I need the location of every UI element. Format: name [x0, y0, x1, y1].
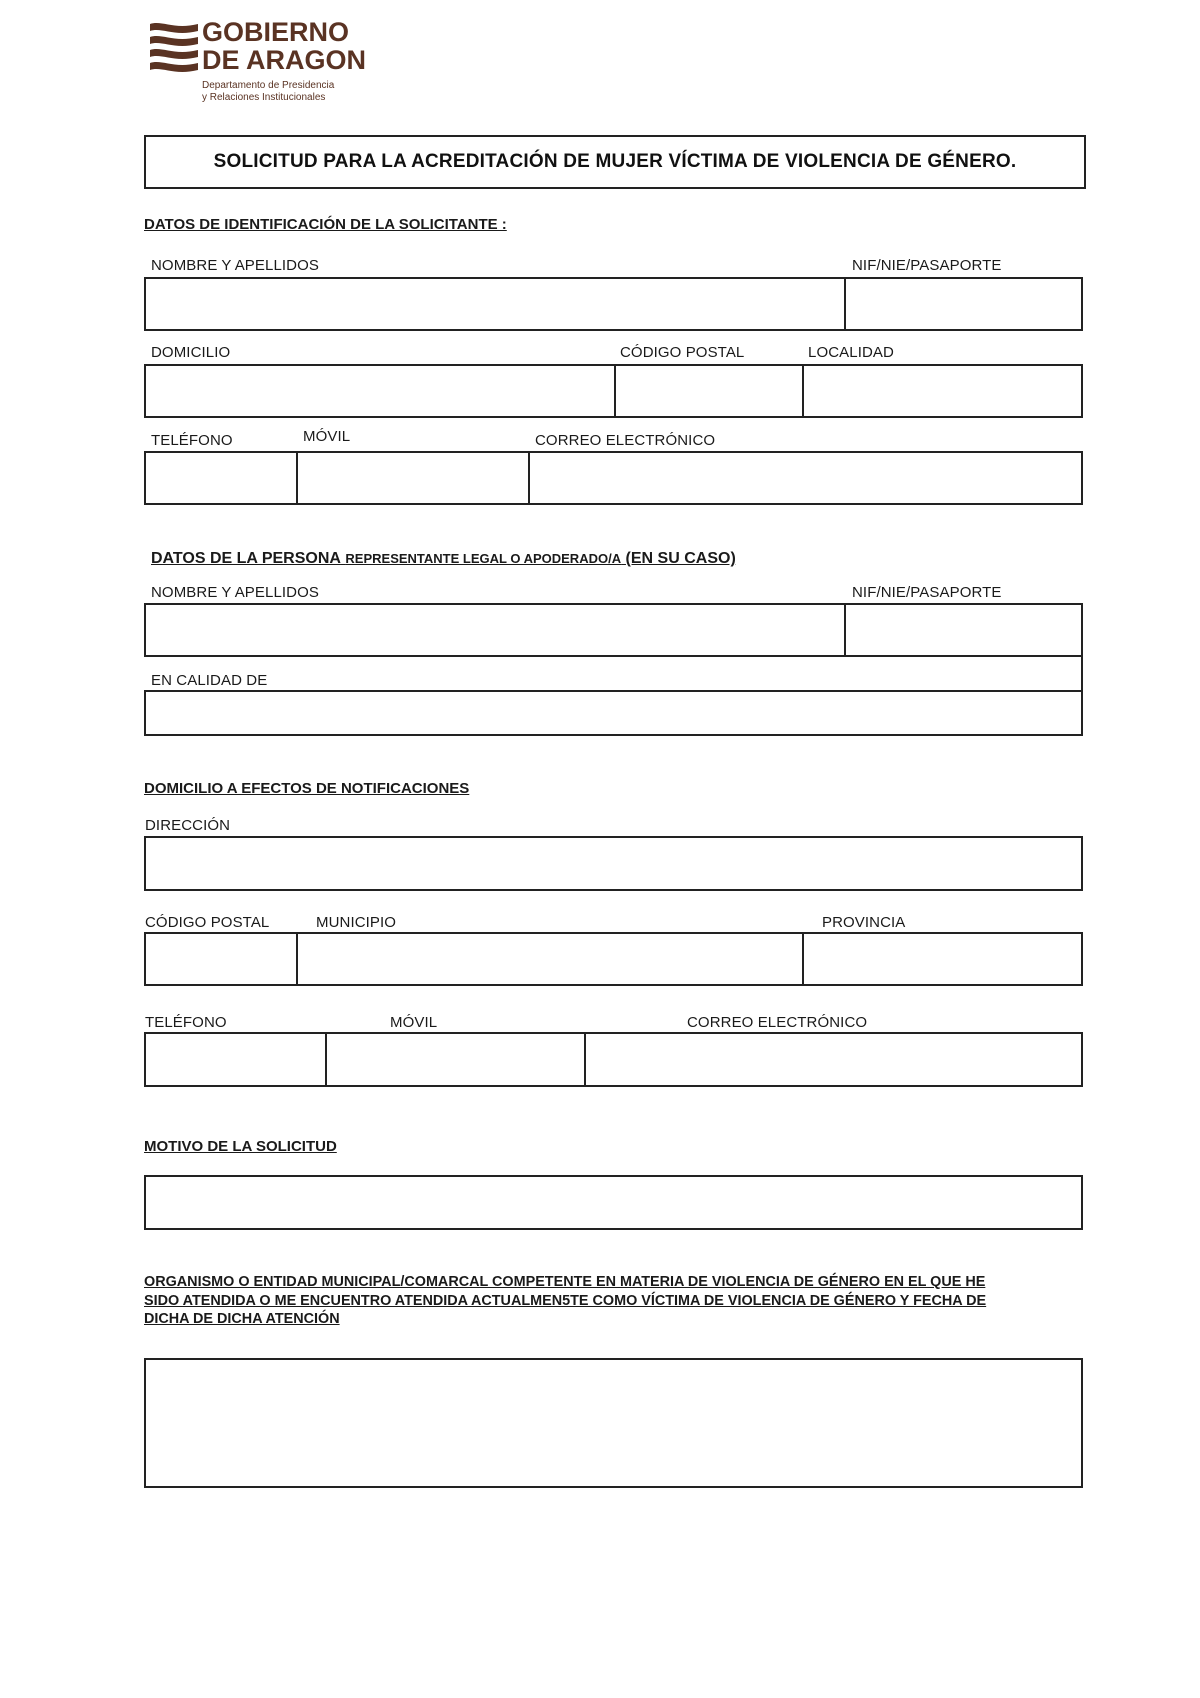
- applicant-nif-input[interactable]: [846, 279, 1081, 329]
- logo-line-1: GOBIERNO: [202, 17, 350, 47]
- organism-row: [144, 1358, 1083, 1488]
- notifications-contact-row: [144, 1032, 1083, 1087]
- capacity-connector-line: [1081, 657, 1083, 691]
- representative-capacity-row: [144, 690, 1083, 736]
- notifications-postal-input[interactable]: [146, 934, 296, 984]
- representative-nif-input[interactable]: [846, 605, 1081, 655]
- organism-textarea[interactable]: [146, 1360, 1081, 1486]
- applicant-mobile-label: MÓVIL: [303, 428, 351, 445]
- notifications-municipality-label: MUNICIPIO: [316, 914, 397, 931]
- representative-capacity-input[interactable]: [146, 692, 1081, 734]
- applicant-name-label: NOMBRE Y APELLIDOS: [151, 257, 319, 274]
- form-title: SOLICITUD PARA LA ACREDITACIÓN DE MUJER VÍCTIMA DE VIOLENCIA DE GÉNERO.: [213, 151, 1017, 172]
- notifications-province-label: PROVINCIA: [822, 914, 906, 931]
- notifications-phone-input[interactable]: [146, 1034, 325, 1085]
- notifications-address-label: DIRECCIÓN: [145, 817, 231, 834]
- applicant-phone-label: TELÉFONO: [151, 432, 233, 449]
- applicant-contact-row: [144, 451, 1083, 505]
- notifications-address-input[interactable]: [146, 838, 1081, 889]
- organism-heading-line-3: DICHA DE DICHA ATENCIÓN: [144, 1311, 340, 1327]
- organism-section-heading: [144, 1273, 1104, 1329]
- notifications-mobile-label: MÓVIL: [390, 1014, 438, 1031]
- applicant-name-input[interactable]: [146, 279, 844, 329]
- notifications-phone-label: TELÉFONO: [145, 1014, 227, 1031]
- notifications-email-label: CORREO ELECTRÓNICO: [687, 1014, 868, 1031]
- representative-section-heading: [151, 550, 736, 568]
- representative-name-input[interactable]: [146, 605, 844, 655]
- aragon-emblem-icon: [148, 20, 200, 78]
- organism-heading-line-2: SIDO ATENDIDA O ME ENCUENTRO ATENDIDA ACTUALMEN5TE COMO VÍCTIMA DE VIOLENCIA DE GÉNERO Y FECHA DE: [144, 1292, 987, 1309]
- notifications-postal-label: CÓDIGO POSTAL: [145, 914, 270, 931]
- logo-line-3: Departamento de Presidencia: [202, 80, 335, 91]
- notifications-section-heading: DOMICILIO A EFECTOS DE NOTIFICACIONES: [144, 780, 470, 797]
- applicant-nif-label: NIF/NIE/PASAPORTE: [852, 257, 1002, 274]
- applicant-mobile-input[interactable]: [298, 453, 528, 503]
- notifications-location-row: [144, 932, 1083, 986]
- applicant-postal-label: CÓDIGO POSTAL: [620, 344, 745, 361]
- applicant-postal-input[interactable]: [616, 366, 802, 416]
- applicant-address-label: DOMICILIO: [151, 344, 231, 361]
- notifications-municipality-input[interactable]: [298, 934, 802, 984]
- logo-line-2: DE ARAGON: [202, 45, 367, 75]
- notifications-email-input[interactable]: [586, 1034, 1081, 1085]
- applicant-section-heading: DATOS DE IDENTIFICACIÓN DE LA SOLICITANTE :: [144, 216, 507, 233]
- notifications-province-input[interactable]: [804, 934, 1081, 984]
- representative-nif-label: NIF/NIE/PASAPORTE: [852, 584, 1002, 601]
- form-title-box: [144, 135, 1086, 189]
- logo-line-4: y Relaciones Institucionales: [202, 92, 326, 103]
- representative-name-nif-row: [144, 603, 1083, 657]
- reason-section-heading: MOTIVO DE LA SOLICITUD: [144, 1138, 337, 1155]
- applicant-address-row: [144, 364, 1083, 418]
- representative-heading-tail: (EN SU CASO): [625, 550, 736, 567]
- applicant-address-input[interactable]: [146, 366, 614, 416]
- applicant-locality-label: LOCALIDAD: [808, 344, 894, 361]
- applicant-email-input[interactable]: [530, 453, 1081, 503]
- representative-name-label: NOMBRE Y APELLIDOS: [151, 584, 319, 601]
- applicant-locality-input[interactable]: [804, 366, 1081, 416]
- organism-heading-line-1: ORGANISMO O ENTIDAD MUNICIPAL/COMARCAL COMPETENTE EN MATERIA DE VIOLENCIA DE GÉNERO EN EL QUE HE: [144, 1274, 986, 1290]
- representative-heading-small: REPRESENTANTE LEGAL O APODERADO/A: [345, 551, 622, 566]
- notifications-mobile-input[interactable]: [327, 1034, 584, 1085]
- notifications-address-row: [144, 836, 1083, 891]
- applicant-name-nif-row: [144, 277, 1083, 331]
- representative-heading-main: DATOS DE LA PERSONA: [151, 550, 341, 567]
- applicant-phone-input[interactable]: [146, 453, 296, 503]
- representative-capacity-label: EN CALIDAD DE: [151, 672, 268, 689]
- applicant-email-label: CORREO ELECTRÓNICO: [535, 432, 716, 449]
- gobierno-aragon-logo: [148, 18, 374, 110]
- reason-input[interactable]: [146, 1177, 1081, 1228]
- reason-row: [144, 1175, 1083, 1230]
